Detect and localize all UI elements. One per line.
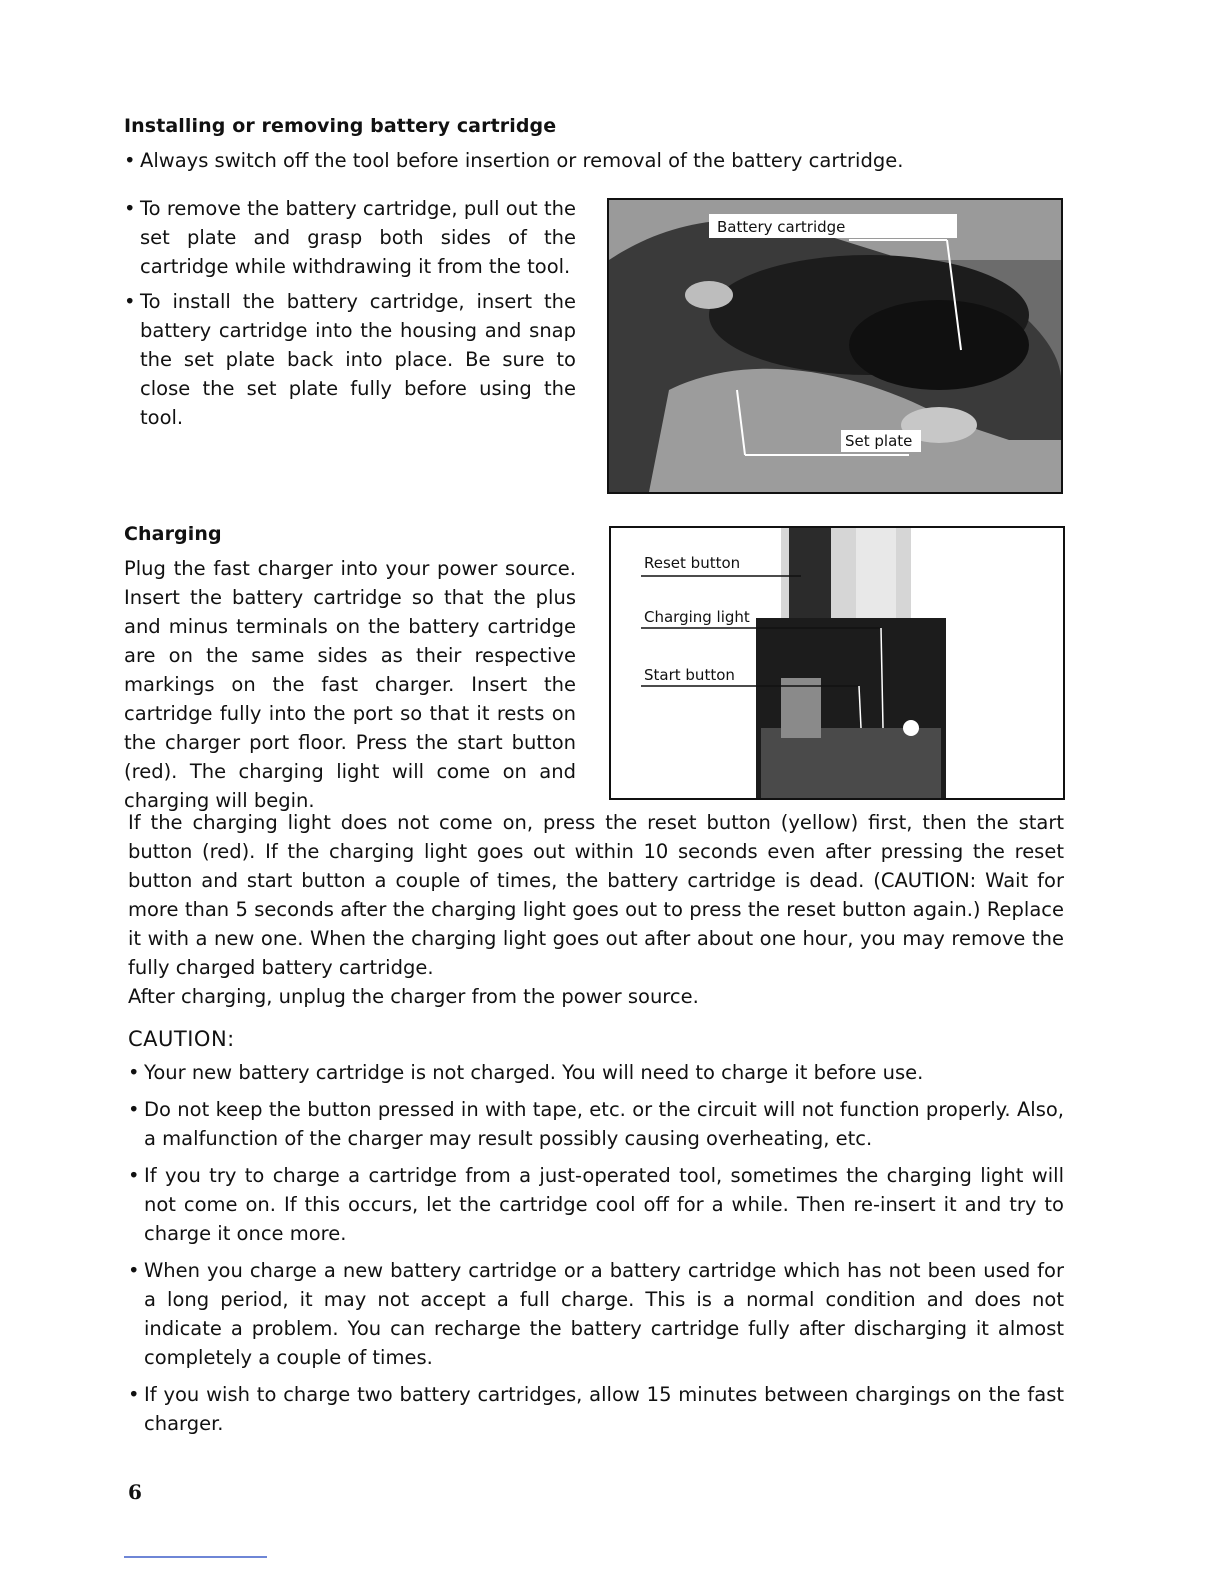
- caution-item: • If you try to charge a cartridge from a just-operated tool, sometimes the charging light will not come on. If this occurs, let the cartridge cool off for a while. Then re-insert it and try to charge it once more.: [128, 1161, 1064, 1248]
- battery-photo-illustration: [609, 200, 1061, 492]
- install-bullets: [124, 194, 576, 432]
- charging-light-label: Charging light: [644, 608, 750, 626]
- caution-item: • When you charge a new battery cartridge or a battery cartridge which has not been used for a long period, it may not accept a full charge. This is a normal condition and does not indicate a problem. You can recharge the battery cartridge fully after discharging it almost completely a couple of times.: [128, 1256, 1064, 1372]
- set-plate-label: Set plate: [845, 432, 913, 450]
- section-heading-install: Installing or removing battery cartridge: [124, 115, 557, 137]
- install-bullet: • To install the battery cartridge, insert the battery cartridge into the housing and snap the set plate back into place. Be sure to close the set plate fully before using the tool.: [124, 287, 576, 432]
- charging-paragraph-left: Plug the fast charger into your power source. Insert the battery cartridge so that the plus and minus terminals on the battery cartridge are on the same sides as their respective markings on the fast charger. Insert the cartridge fully into the port so that it rests on the charger port floor. Press the start button (red). The charging light will come on and charging will begin.: [124, 557, 576, 812]
- caution-item: • Your new battery cartridge is not charged. You will need to charge it before use.: [128, 1058, 1064, 1087]
- battery-cartridge-photo: [607, 198, 1063, 494]
- page-number: 6: [128, 1480, 142, 1504]
- caution-list: [128, 1058, 1064, 1446]
- intro-bullet: • Always switch off the tool before insertion or removal of the battery cartridge.: [124, 146, 1000, 175]
- charging-paragraph-full: If the charging light does not come on, press the reset button (yellow) first, then the start button (red). If the charging light goes out within 10 seconds even after pressing the reset button and start button a couple of times, the battery cartridge is dead. (CAUTION: Wait for more than 5 seconds after the charging light goes out to press the reset button again.) Replace it with a new one. When the charging light goes out after about one hour, you may remove the fully charged battery cartridge.: [128, 811, 1064, 979]
- remove-bullet: • To remove the battery cartridge, pull out the set plate and grasp both sides of the cartridge while withdrawing it from the tool.: [124, 194, 576, 281]
- battery-cartridge-label: Battery cartridge: [717, 218, 846, 236]
- start-button-label: Start button: [644, 666, 735, 684]
- caution-item: • If you wish to charge two battery cartridges, allow 15 minutes between chargings on the fast charger.: [128, 1380, 1064, 1438]
- section-heading-charging: Charging: [124, 523, 222, 545]
- reset-button-label: Reset button: [644, 554, 741, 572]
- caution-item: • Do not keep the button pressed in with tape, etc. or the circuit will not function properly. Also, a malfunction of the charger may result possibly causing overheating, etc.: [128, 1095, 1064, 1153]
- fast-charger-photo: [609, 526, 1065, 800]
- footer-rule: [124, 1556, 267, 1558]
- caution-heading: CAUTION:: [128, 1027, 235, 1051]
- after-charging-text: After charging, unplug the charger from the power source.: [128, 985, 699, 1008]
